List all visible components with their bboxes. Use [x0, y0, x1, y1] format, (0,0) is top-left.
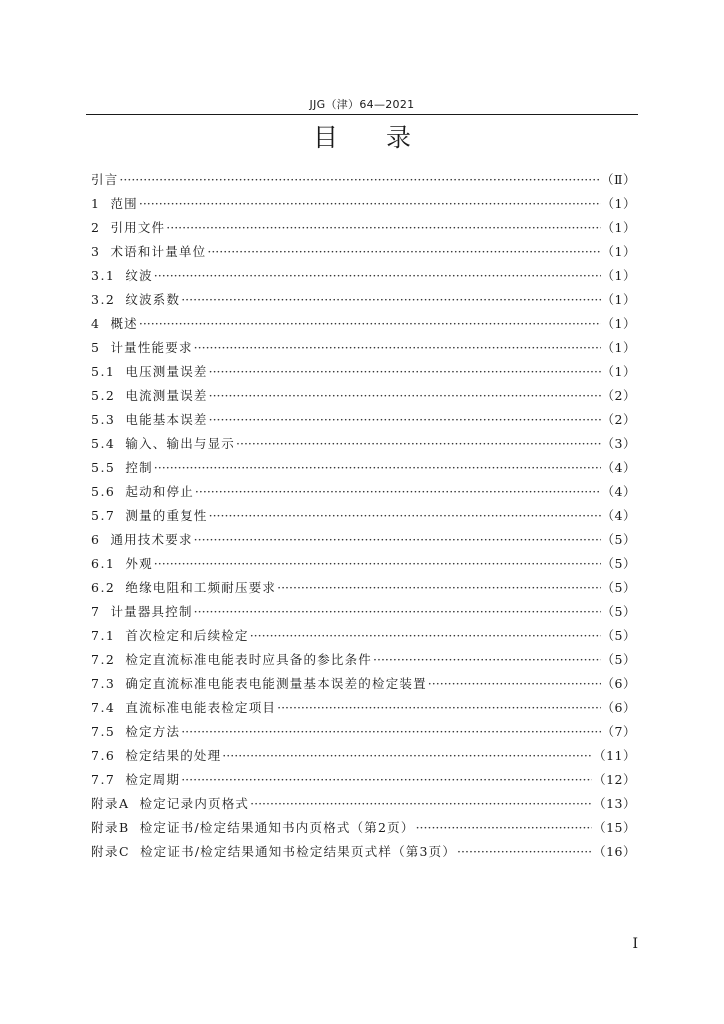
toc-entry-label: 电能基本误差: [125, 412, 208, 427]
toc-entry-label: 测量的重复性: [125, 508, 208, 523]
toc-entry[interactable]: [91, 720, 636, 744]
toc-entry-page: （5）: [601, 652, 636, 667]
toc-entry-page: （1）: [601, 220, 636, 235]
toc-entry-number: 3.2: [91, 292, 116, 307]
toc-entry-page: （4）: [601, 484, 636, 499]
toc-entry-page: （3）: [601, 436, 636, 451]
toc-entry-label: 检定证书/检定结果通知书内页格式（第2页）: [139, 820, 415, 835]
toc-entry-page: （1）: [601, 268, 636, 283]
toc-entry-number: 5: [91, 340, 101, 355]
toc-dot-leader: [416, 816, 593, 840]
title-char-2: 录: [386, 123, 412, 152]
toc-entry-label: 检定结果的处理: [125, 748, 222, 763]
toc-entry[interactable]: [91, 192, 636, 216]
toc-entry-number: 3: [91, 244, 101, 259]
toc-entry[interactable]: [91, 456, 636, 480]
toc-entry[interactable]: [91, 696, 636, 720]
toc-entry-page: （4）: [601, 508, 636, 523]
toc-entry-page: （13）: [593, 796, 636, 811]
toc-entry-page: （1）: [601, 364, 636, 379]
toc-entry-page: （1）: [601, 196, 636, 211]
toc-dot-leader: [139, 312, 601, 336]
toc-entry-label: 术语和计量单位: [110, 244, 207, 259]
toc-entry-label: 检定记录内页格式: [139, 796, 250, 811]
toc-entry-page: （7）: [601, 724, 636, 739]
toc-entry-page: （5）: [601, 628, 636, 643]
toc-entry[interactable]: [91, 312, 636, 336]
toc-dot-leader: [194, 600, 601, 624]
toc-entry[interactable]: [91, 672, 636, 696]
toc-entry-label: 控制: [125, 460, 153, 475]
toc-entry[interactable]: [91, 168, 636, 192]
toc-entry-page: （16）: [593, 844, 636, 859]
toc-entry-label: 引言: [91, 172, 119, 187]
toc-entry-number: 7: [91, 604, 101, 619]
toc-entry-label: 外观: [125, 556, 153, 571]
toc-entry-number: 7.2: [91, 652, 116, 667]
toc-dot-leader: [209, 504, 601, 528]
toc-entry-label: 检定证书/检定结果通知书检定结果页式样（第3页）: [140, 844, 457, 859]
table-of-contents: [91, 168, 636, 864]
toc-entry-page: （11）: [593, 748, 636, 763]
toc-dot-leader: [428, 672, 601, 696]
toc-entry-page: （4）: [601, 460, 636, 475]
toc-entry-page: （5）: [601, 532, 636, 547]
toc-dot-leader: [194, 336, 601, 360]
toc-entry[interactable]: [91, 336, 636, 360]
page-title: [86, 120, 638, 156]
toc-dot-leader: [250, 624, 601, 648]
toc-entry[interactable]: [91, 816, 636, 840]
toc-entry-label: 直流标准电能表检定项目: [125, 700, 277, 715]
toc-entry-number: 5.2: [91, 388, 116, 403]
toc-entry-label: 输入、输出与显示: [125, 436, 235, 451]
header-rule: [86, 114, 638, 115]
toc-dot-leader: [277, 576, 600, 600]
toc-entry-number: 5.3: [91, 412, 116, 427]
toc-entry[interactable]: [91, 576, 636, 600]
toc-entry-label: 纹波: [125, 268, 153, 283]
toc-entry-number: 5.4: [91, 436, 116, 451]
toc-entry-page: （2）: [601, 388, 636, 403]
toc-dot-leader: [207, 240, 600, 264]
toc-entry-number: 6: [91, 532, 101, 547]
toc-entry[interactable]: [91, 624, 636, 648]
toc-entry-page: （1）: [601, 292, 636, 307]
toc-entry-number: 6.2: [91, 580, 116, 595]
toc-entry-page: （12）: [593, 772, 636, 787]
toc-dot-leader: [209, 360, 601, 384]
toc-entry-label: 计量性能要求: [110, 340, 193, 355]
toc-entry[interactable]: [91, 768, 636, 792]
toc-dot-leader: [236, 432, 601, 456]
toc-entry[interactable]: [91, 600, 636, 624]
toc-entry[interactable]: [91, 264, 636, 288]
page-number: I: [632, 936, 638, 952]
toc-dot-leader: [373, 648, 601, 672]
toc-entry-page: （1）: [601, 340, 636, 355]
toc-entry-label: 计量器具控制: [110, 604, 193, 619]
toc-entry-number: 附录A: [91, 796, 130, 811]
toc-entry-number: 附录B: [91, 820, 130, 835]
toc-entry-page: （2）: [601, 412, 636, 427]
toc-entry-page: （1）: [601, 316, 636, 331]
toc-dot-leader: [277, 696, 600, 720]
toc-dot-leader: [250, 792, 592, 816]
toc-entry-number: 2: [91, 220, 101, 235]
toc-dot-leader: [154, 456, 601, 480]
toc-entry-number: 7.1: [91, 628, 116, 643]
document-header-code: JJG（津）64—2021: [309, 98, 415, 111]
toc-dot-leader: [166, 216, 600, 240]
toc-entry-number: 3.1: [91, 268, 116, 283]
toc-entry[interactable]: [91, 480, 636, 504]
toc-entry-number: 7.6: [91, 748, 116, 763]
toc-dot-leader: [195, 480, 601, 504]
toc-dot-leader: [154, 552, 601, 576]
toc-dot-leader: [154, 264, 601, 288]
toc-entry-page: （5）: [601, 604, 636, 619]
toc-entry[interactable]: [91, 288, 636, 312]
toc-entry-number: 6.1: [91, 556, 116, 571]
toc-entry[interactable]: [91, 792, 636, 816]
toc-entry-label: 纹波系数: [125, 292, 181, 307]
toc-entry-number: 5.7: [91, 508, 116, 523]
toc-entry-number: 5.1: [91, 364, 116, 379]
toc-dot-leader: [209, 408, 601, 432]
toc-entry-number: 附录C: [91, 844, 131, 859]
toc-dot-leader: [139, 192, 601, 216]
toc-entry-page: （1）: [601, 244, 636, 259]
toc-entry-label: 概述: [110, 316, 138, 331]
toc-entry-label: 检定方法: [125, 724, 181, 739]
toc-dot-leader: [457, 840, 592, 864]
toc-entry-number: 1: [91, 196, 101, 211]
toc-entry-number: 5.5: [91, 460, 116, 475]
toc-entry-number: 7.3: [91, 676, 116, 691]
toc-entry-page: （5）: [601, 556, 636, 571]
toc-entry-number: 5.6: [91, 484, 116, 499]
toc-entry-label: 通用技术要求: [110, 532, 193, 547]
toc-entry-page: （Ⅱ）: [601, 172, 636, 187]
toc-dot-leader: [222, 744, 592, 768]
toc-entry-page: （6）: [601, 676, 636, 691]
toc-entry-page: （5）: [601, 580, 636, 595]
toc-dot-leader: [209, 384, 601, 408]
toc-entry[interactable]: [91, 432, 636, 456]
toc-entry-label: 电压测量误差: [125, 364, 208, 379]
toc-entry-number: 7.7: [91, 772, 116, 787]
toc-dot-leader: [181, 720, 600, 744]
toc-entry[interactable]: [91, 648, 636, 672]
toc-entry-label: 绝缘电阻和工频耐压要求: [125, 580, 277, 595]
toc-entry[interactable]: [91, 360, 636, 384]
toc-entry-number: 4: [91, 316, 101, 331]
toc-entry[interactable]: [91, 408, 636, 432]
toc-entry-label: 电流测量误差: [125, 388, 208, 403]
toc-entry-label: 检定周期: [125, 772, 181, 787]
toc-entry[interactable]: [91, 840, 636, 864]
toc-entry-label: 确定直流标准电能表电能测量基本误差的检定装置: [125, 676, 427, 691]
toc-dot-leader: [181, 768, 592, 792]
toc-entry-label: 首次检定和后续检定: [125, 628, 249, 643]
toc-entry-label: 检定直流标准电能表时应具备的参比条件: [125, 652, 372, 667]
toc-entry[interactable]: [91, 528, 636, 552]
toc-dot-leader: [181, 288, 600, 312]
toc-entry[interactable]: [91, 744, 636, 768]
toc-dot-leader: [119, 168, 600, 192]
toc-entry[interactable]: [91, 216, 636, 240]
toc-dot-leader: [194, 528, 601, 552]
toc-entry[interactable]: [91, 552, 636, 576]
toc-entry-number: 7.4: [91, 700, 116, 715]
toc-entry[interactable]: [91, 384, 636, 408]
title-char-1: 目: [312, 123, 338, 152]
toc-entry[interactable]: [91, 504, 636, 528]
toc-entry-label: 引用文件: [110, 220, 166, 235]
toc-entry-page: （15）: [593, 820, 636, 835]
toc-entry-page: （6）: [601, 700, 636, 715]
toc-entry-label: 范围: [110, 196, 138, 211]
toc-entry-number: 7.5: [91, 724, 116, 739]
toc-entry-label: 起动和停止: [125, 484, 194, 499]
toc-entry[interactable]: [91, 240, 636, 264]
